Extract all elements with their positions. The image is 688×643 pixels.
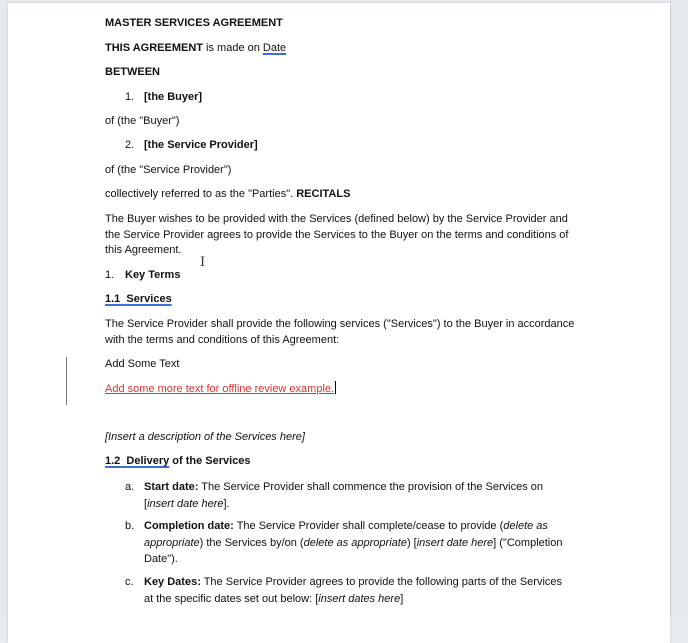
- item-text: The Service Provider agrees to provide the following parts of the Services at the specific dates set out below: [: [144, 576, 563, 605]
- recitals-heading: RECITALS: [296, 188, 351, 200]
- item-c-marker: c.: [125, 576, 134, 588]
- italic-placeholder: insert date here: [416, 536, 494, 549]
- item-start-date: Start date: The Service Provider shall commence the provision of the Services on [insert date here].: [144, 481, 544, 510]
- section-1-1-heading: 1.1 Services: [105, 293, 172, 305]
- item-b-marker: b.: [125, 520, 135, 532]
- section-1-number: 1.: [105, 269, 115, 281]
- party-1-name: [the Buyer]: [144, 91, 203, 103]
- services-placeholder: [Insert a description of the Services here]: [105, 431, 305, 443]
- between-heading: BETWEEN: [105, 66, 160, 78]
- item-text: ) the Services by/on (: [199, 536, 304, 549]
- section-1-2-heading: 1.2 Delivery of the Services: [105, 455, 251, 467]
- party-2-of: of (the "Service Provider"): [105, 164, 232, 176]
- section-1-title: Key Terms: [125, 269, 181, 281]
- italic-placeholder: insert date here: [147, 497, 224, 510]
- item-completion-date: Completion date: The Service Provider shall complete/cease to provide (delete as appropriate) the Services by/on (delete as appropriate) [insert date here] ("Completion Date").: [144, 520, 563, 565]
- item-text: ].: [223, 497, 230, 510]
- item-text: ]: [400, 592, 404, 605]
- italic-placeholder: insert dates here: [318, 592, 401, 605]
- intro-text: is made on: [203, 42, 263, 54]
- vertical-scrollbar[interactable]: [670, 0, 688, 616]
- item-key-dates: Key Dates: The Service Provider agrees to provide the following parts of the Services at the specific dates set out below: [insert dates here]: [144, 576, 563, 605]
- change-bar: [66, 357, 67, 405]
- intro-bold: THIS AGREEMENT: [105, 42, 203, 54]
- party-1-of: of (the "Buyer"): [105, 115, 180, 127]
- added-text: Add Some Text: [105, 358, 180, 370]
- services-paragraph: The Service Provider shall provide the following services ("Services") to the Buyer in accordance with the terms and conditions of this Agreement:: [105, 318, 575, 346]
- italic-placeholder: delete as appropriate: [144, 520, 548, 549]
- party-1-number: 1.: [125, 91, 135, 103]
- text-cursor-icon: I: [200, 255, 206, 270]
- left-margin: [0, 0, 8, 616]
- date-field[interactable]: Date: [262, 42, 287, 54]
- insertion-caret: [335, 381, 336, 394]
- collective-line: collectively referred to as the "Parties". RECITALS: [105, 188, 351, 200]
- party-2-name: [the Service Provider]: [144, 139, 258, 151]
- item-text: The Service Provider shall commence the provision of the Services on [: [144, 481, 544, 510]
- item-text: ] ("Completion Date").: [144, 536, 563, 565]
- intro-line: [105, 41, 286, 56]
- recital-paragraph: The Buyer wishes to be provided with the Services (defined below) by the Service Provider and the Service Provider agrees to provide the Services to the Buyer on the terms and conditions of this Agreement.: [105, 213, 569, 256]
- tracked-insertion[interactable]: Add some more text for offline review example.: [105, 383, 335, 395]
- party-2-number: 2.: [125, 139, 135, 151]
- item-text: ) [: [406, 536, 417, 549]
- item-a-marker: a.: [125, 481, 135, 493]
- italic-placeholder: delete as appropriate: [303, 536, 407, 549]
- item-text: The Service Provider shall complete/cease to provide (: [233, 520, 504, 532]
- document-title: MASTER SERVICES AGREEMENT: [105, 17, 283, 29]
